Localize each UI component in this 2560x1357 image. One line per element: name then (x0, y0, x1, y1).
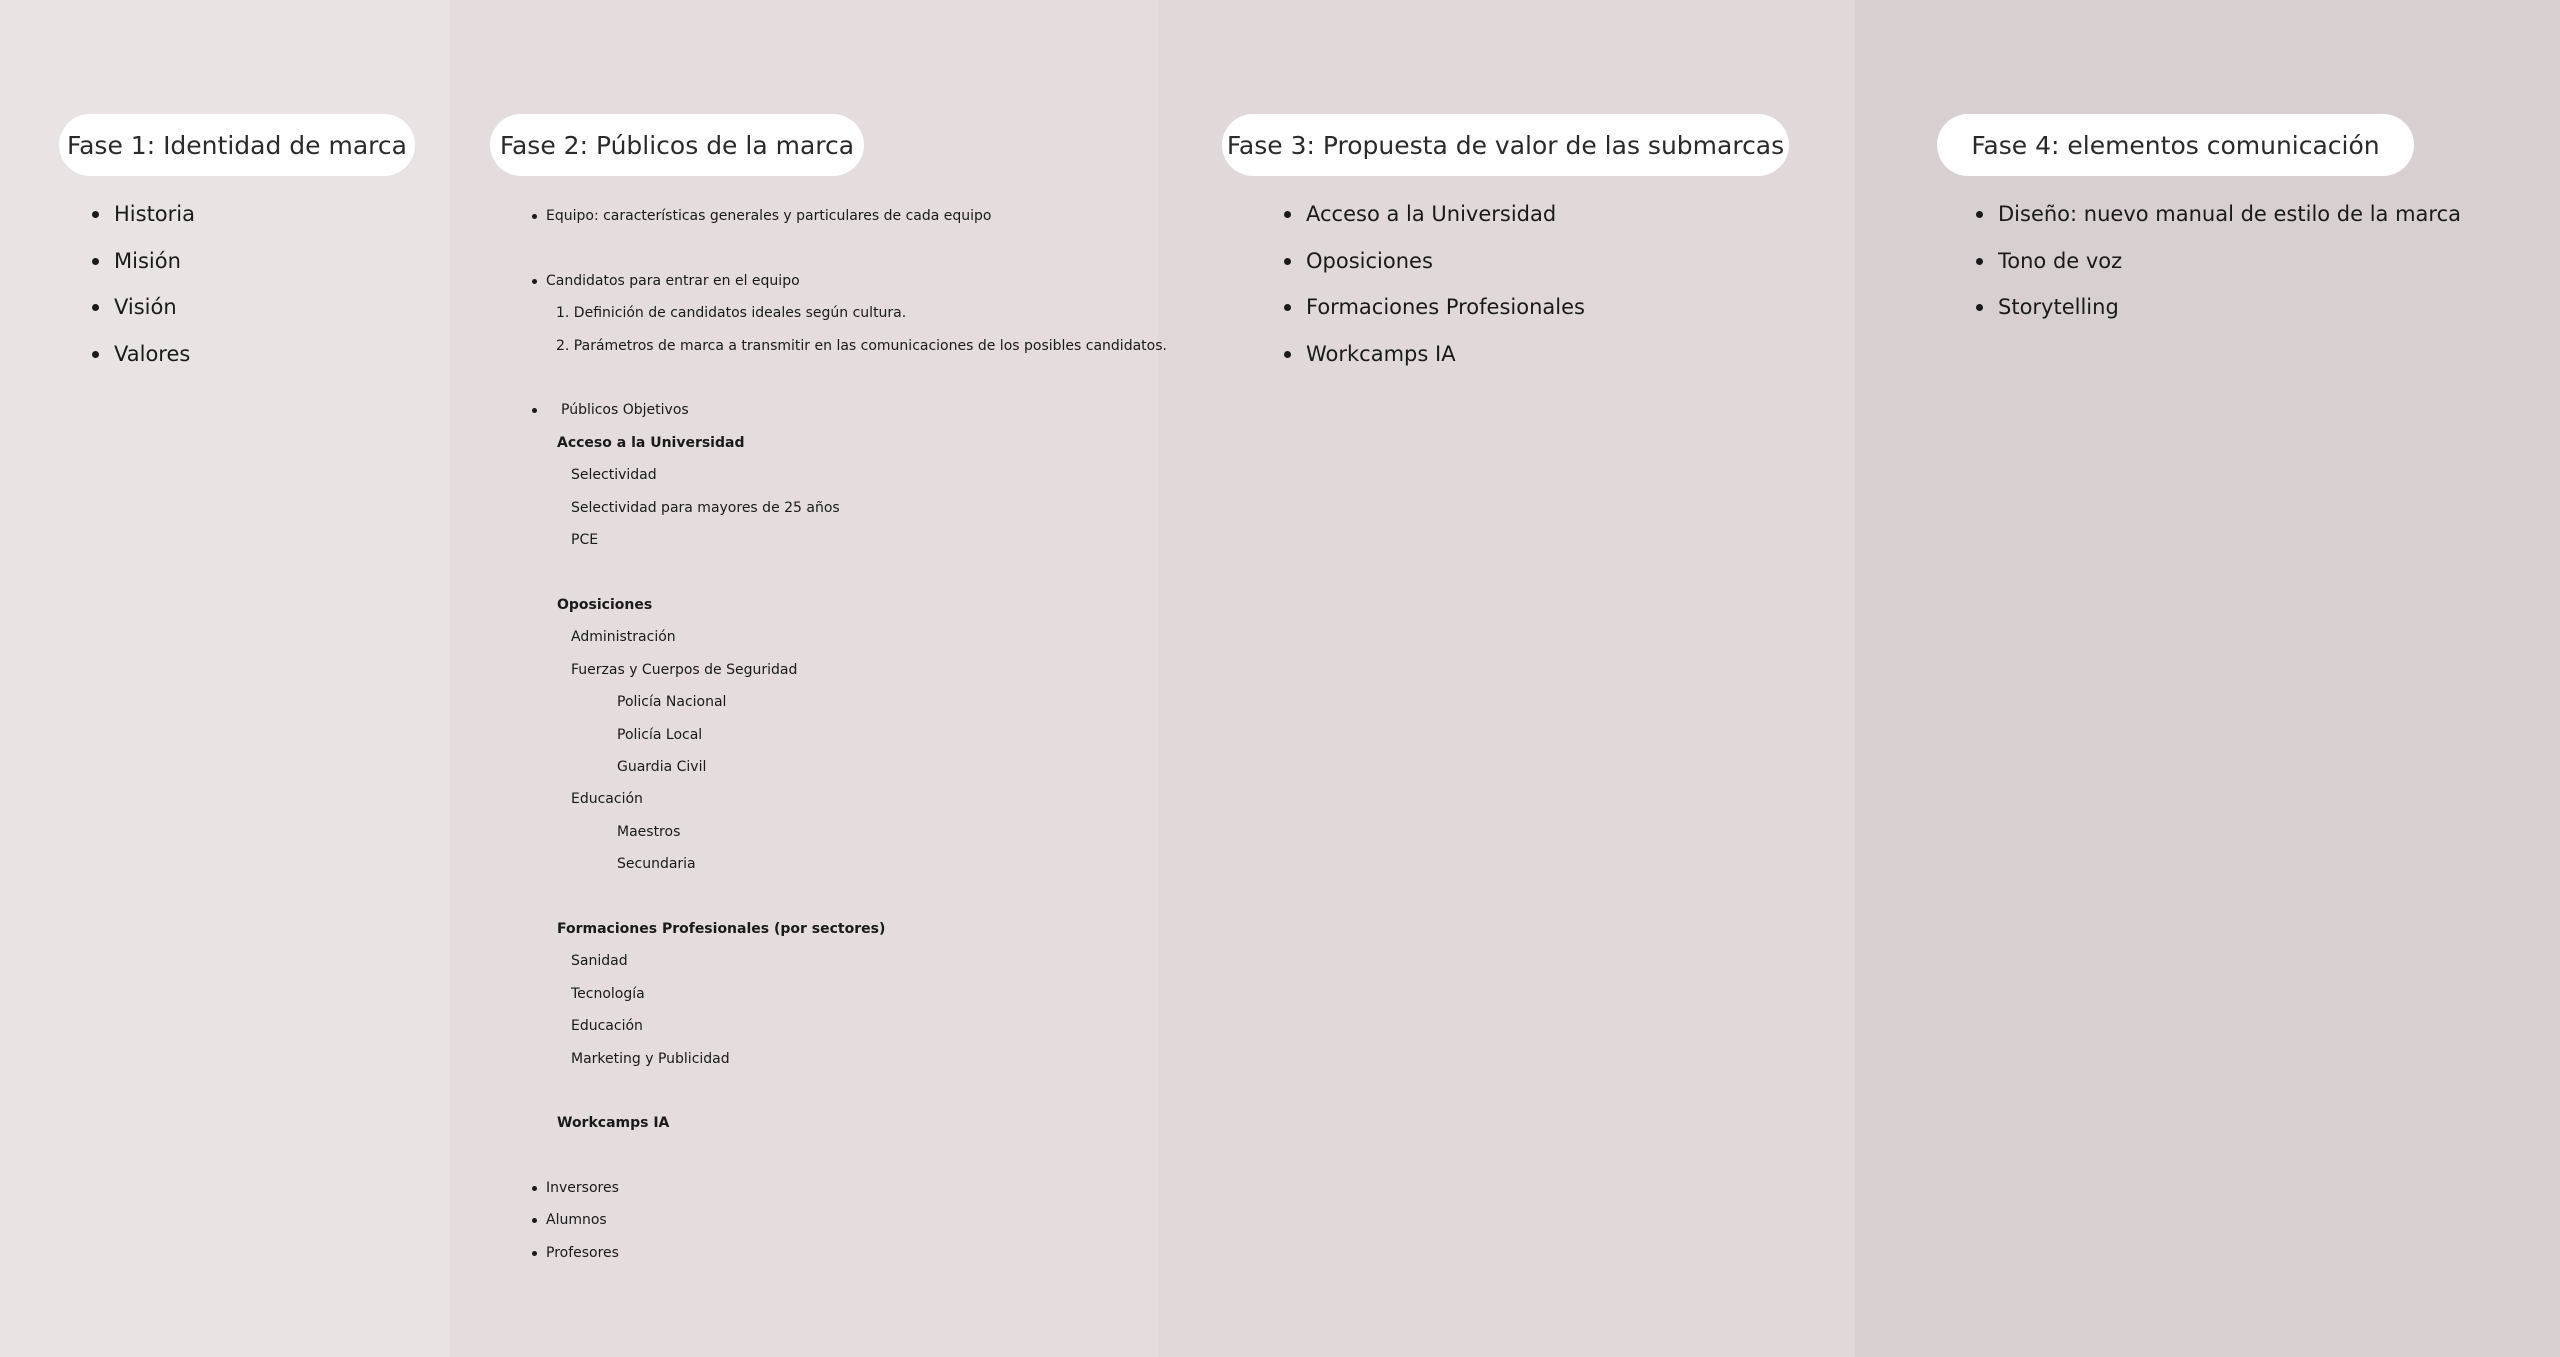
phase-3-title-text: Fase 3: Propuesta de valor de las submarcas (1226, 130, 1785, 160)
list-item: Workcamps IA (1284, 331, 1585, 378)
list-item: Misión (92, 238, 195, 285)
phase-1-title (59, 114, 415, 176)
list-item: Diseño: nuevo manual de estilo de la marca (1976, 191, 2461, 238)
others-item: Inversores (546, 1180, 619, 1196)
formaciones-item: Educación (571, 1018, 643, 1034)
candidatos-item: Candidatos para entrar en el equipo (546, 273, 800, 289)
formaciones-item: Tecnología (571, 986, 645, 1002)
phase-4-title (1937, 114, 2414, 176)
educacion-subitem: Secundaria (617, 856, 696, 872)
equipo-item: Equipo: características generales y particulares de cada equipo (546, 208, 992, 224)
phase-2-title-text: Fase 2: Públicos de la marca (499, 130, 855, 160)
bullet (532, 1186, 537, 1191)
oposiciones-item: Administración (571, 629, 676, 645)
list-item: Historia (92, 191, 195, 238)
list-item: Valores (92, 331, 195, 378)
others-item: Profesores (546, 1245, 619, 1261)
bullet (532, 408, 537, 413)
bullet (532, 1218, 537, 1223)
phase-2-title (490, 114, 864, 176)
phase-3-list (1284, 191, 1585, 377)
list-item: Acceso a la Universidad (1284, 191, 1585, 238)
publicos-objetivos-item: Públicos Objetivos (561, 402, 689, 418)
formaciones-item: Marketing y Publicidad (571, 1051, 730, 1067)
phase-1-title-text: Fase 1: Identidad de marca (67, 130, 407, 160)
list-item: Tono de voz (1976, 238, 2461, 285)
list-item: Oposiciones (1284, 238, 1585, 285)
phase-1-list (92, 191, 195, 377)
oposiciones-item: Educación (571, 791, 643, 807)
fuerzas-subitem: Guardia Civil (617, 759, 707, 775)
fuerzas-subitem: Policía Nacional (617, 694, 727, 710)
phase-4-title-text: Fase 4: elementos comunicación (1971, 130, 2380, 160)
phase-3-title (1222, 114, 1789, 176)
bullet (532, 214, 537, 219)
formaciones-heading: Formaciones Profesionales (por sectores) (557, 921, 886, 937)
acceso-item: Selectividad para mayores de 25 años (571, 500, 840, 516)
oposiciones-item: Fuerzas y Cuerpos de Seguridad (571, 662, 798, 678)
acceso-heading: Acceso a la Universidad (557, 435, 745, 451)
candidatos-step-2: 2. Parámetros de marca a transmitir en las comunicaciones de los posibles candidatos. (556, 338, 1167, 354)
acceso-item: Selectividad (571, 467, 657, 483)
phase-2-column (450, 0, 1158, 1357)
formaciones-item: Sanidad (571, 953, 628, 969)
educacion-subitem: Maestros (617, 824, 681, 840)
fuerzas-subitem: Policía Local (617, 727, 703, 743)
list-item: Storytelling (1976, 284, 2461, 331)
list-item: Formaciones Profesionales (1284, 284, 1585, 331)
phase-1-column (0, 0, 450, 1357)
candidatos-step-1: 1. Definición de candidatos ideales según cultura. (556, 305, 907, 321)
bullet (532, 1251, 537, 1256)
list-item: Visión (92, 284, 195, 331)
bullet (532, 279, 537, 284)
oposiciones-heading: Oposiciones (557, 597, 653, 613)
workcamps-heading: Workcamps IA (557, 1115, 670, 1131)
phase-4-list (1976, 191, 2461, 331)
acceso-item: PCE (571, 532, 599, 548)
others-item: Alumnos (546, 1212, 607, 1228)
